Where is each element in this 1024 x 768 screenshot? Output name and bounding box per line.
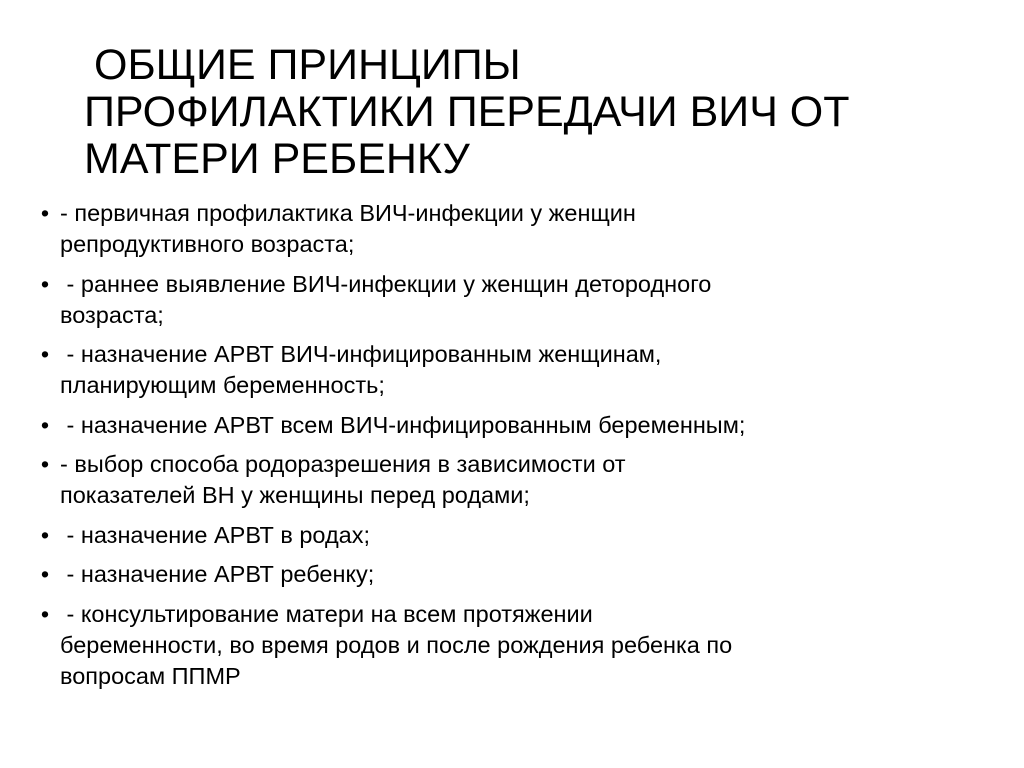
bullet-dot-icon: • xyxy=(40,411,50,438)
bullet-text-line: показателей ВН у женщины перед родами; xyxy=(60,482,530,508)
bullet-dot-icon: • xyxy=(40,451,50,477)
title-line: МАТЕРИ РЕБЕНКУ xyxy=(84,135,470,183)
bullet-text-line: - назначение АРВТ в родах; xyxy=(60,521,371,548)
bullet-text xyxy=(60,339,996,401)
bullet-item xyxy=(36,449,996,511)
bullet-item xyxy=(36,269,996,331)
bullet-item xyxy=(36,520,996,551)
bullet-dot-icon: • xyxy=(40,200,50,226)
bullet-list xyxy=(36,198,996,700)
bullet-text-line: беременности, во время родов и после рождения ребенка по xyxy=(60,631,733,658)
bullet-text xyxy=(60,599,996,692)
bullet-text-line: планирующим беременность; xyxy=(60,372,385,398)
bullet-dot-icon: • xyxy=(40,341,50,367)
bullet-text xyxy=(60,410,996,441)
bullet-item xyxy=(36,339,996,401)
bullet-dot-icon: • xyxy=(40,270,50,297)
bullet-text-line: - первичная профилактика ВИЧ-инфекции у женщин xyxy=(60,200,636,226)
bullet-item xyxy=(36,599,996,692)
bullet-text-line: репродуктивного возраста; xyxy=(60,231,355,257)
bullet-text-line: - выбор способа родоразрешения в зависимости от xyxy=(60,451,626,477)
bullet-text-line: вопросам ППМР xyxy=(60,662,241,689)
bullet-item xyxy=(36,198,996,260)
bullet-dot-icon: • xyxy=(40,600,50,627)
bullet-dot-icon: • xyxy=(40,561,50,587)
bullet-text-line: - раннее выявление ВИЧ-инфекции у женщин детородного xyxy=(60,270,712,297)
bullet-dot-icon: • xyxy=(40,521,50,548)
bullet-text-line: - назначение АРВТ ВИЧ-инфицированным женщинам, xyxy=(60,341,662,367)
bullet-text-line: возраста; xyxy=(60,301,164,328)
bullet-item xyxy=(36,559,996,590)
slide-title xyxy=(84,42,984,183)
bullet-text xyxy=(60,269,996,331)
bullet-text xyxy=(60,449,996,511)
bullet-text-line: - назначение АРВТ ребенку; xyxy=(60,561,375,587)
bullet-text xyxy=(60,520,996,551)
title-line: ПРОФИЛАКТИКИ ПЕРЕДАЧИ ВИЧ ОТ xyxy=(84,88,850,136)
bullet-text xyxy=(60,559,996,590)
bullet-text-line: - назначение АРВТ всем ВИЧ-инфицированным беременным; xyxy=(60,411,746,438)
bullet-item xyxy=(36,410,996,441)
bullet-text xyxy=(60,198,996,260)
title-line: ОБЩИЕ ПРИНЦИПЫ xyxy=(94,41,521,89)
bullet-text-line: - консультирование матери на всем протяжении xyxy=(60,600,593,627)
